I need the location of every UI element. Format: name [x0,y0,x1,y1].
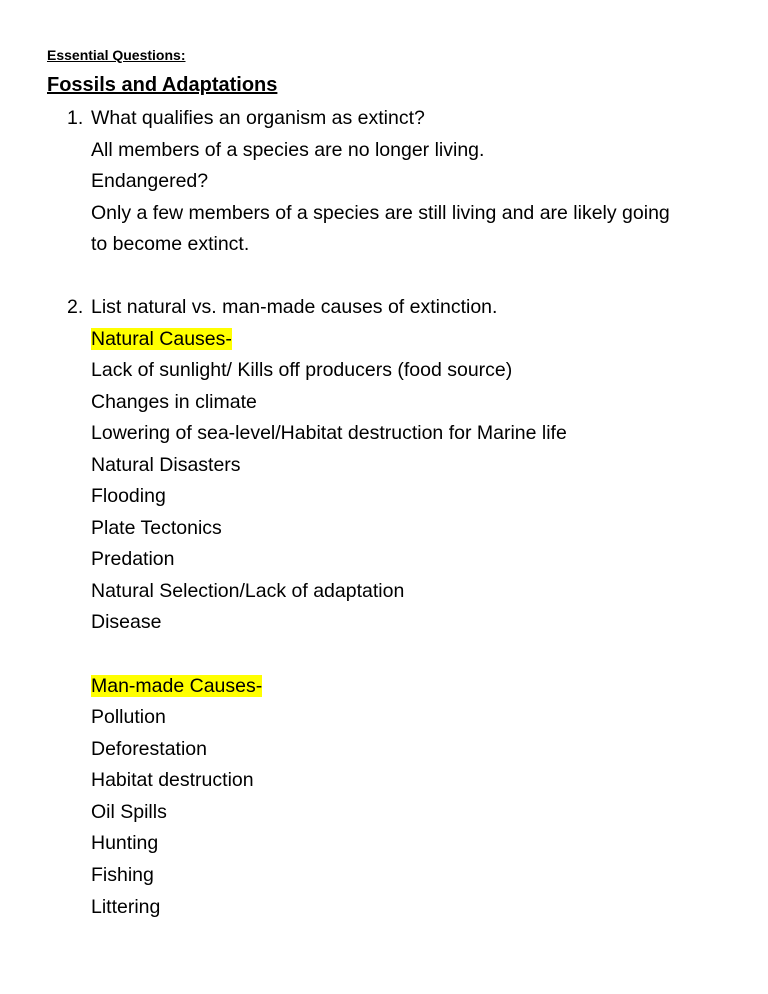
manmade-cause-item: Fishing [91,864,154,886]
natural-cause-item: Flooding [91,485,166,507]
manmade-cause-item: Oil Spills [91,801,167,823]
manmade-cause-item: Habitat destruction [91,769,254,791]
sub-question-endangered: Endangered? [91,170,209,192]
natural-cause-item: Changes in climate [91,391,257,413]
question-2-text: List natural vs. man-made causes of extinction. [91,296,498,318]
answer-endangered-line-2: to become extinct. [91,233,250,255]
natural-cause-item: Natural Selection/Lack of adaptation [91,580,405,602]
answer-extinct: All members of a species are no longer living. [91,139,485,161]
question-1-number: 1. [67,107,84,129]
natural-causes-heading [91,326,232,352]
manmade-cause-item: Deforestation [91,738,207,760]
natural-cause-item: Lack of sunlight/ Kills off producers (food source) [91,359,513,381]
page-title: Fossils and Adaptations [47,74,278,96]
natural-cause-item: Plate Tectonics [91,517,222,539]
natural-cause-item: Disease [91,611,162,633]
manmade-cause-item: Pollution [91,706,166,728]
question-2-number: 2. [67,296,84,318]
manmade-cause-item: Littering [91,896,161,918]
manmade-causes-highlight: Man-made Causes- [91,675,263,697]
natural-causes-highlight: Natural Causes- [91,328,232,350]
question-1-text: What qualifies an organism as extinct? [91,107,425,129]
natural-cause-item: Natural Disasters [91,454,241,476]
natural-cause-item: Lowering of sea-level/Habitat destruction for Marine life [91,422,567,444]
answer-endangered-line-1: Only a few members of a species are still living and are likely going [91,202,670,224]
manmade-cause-item: Hunting [91,832,159,854]
manmade-causes-heading [91,673,262,699]
natural-cause-item: Predation [91,548,175,570]
essential-questions-label: Essential Questions: [47,47,186,63]
